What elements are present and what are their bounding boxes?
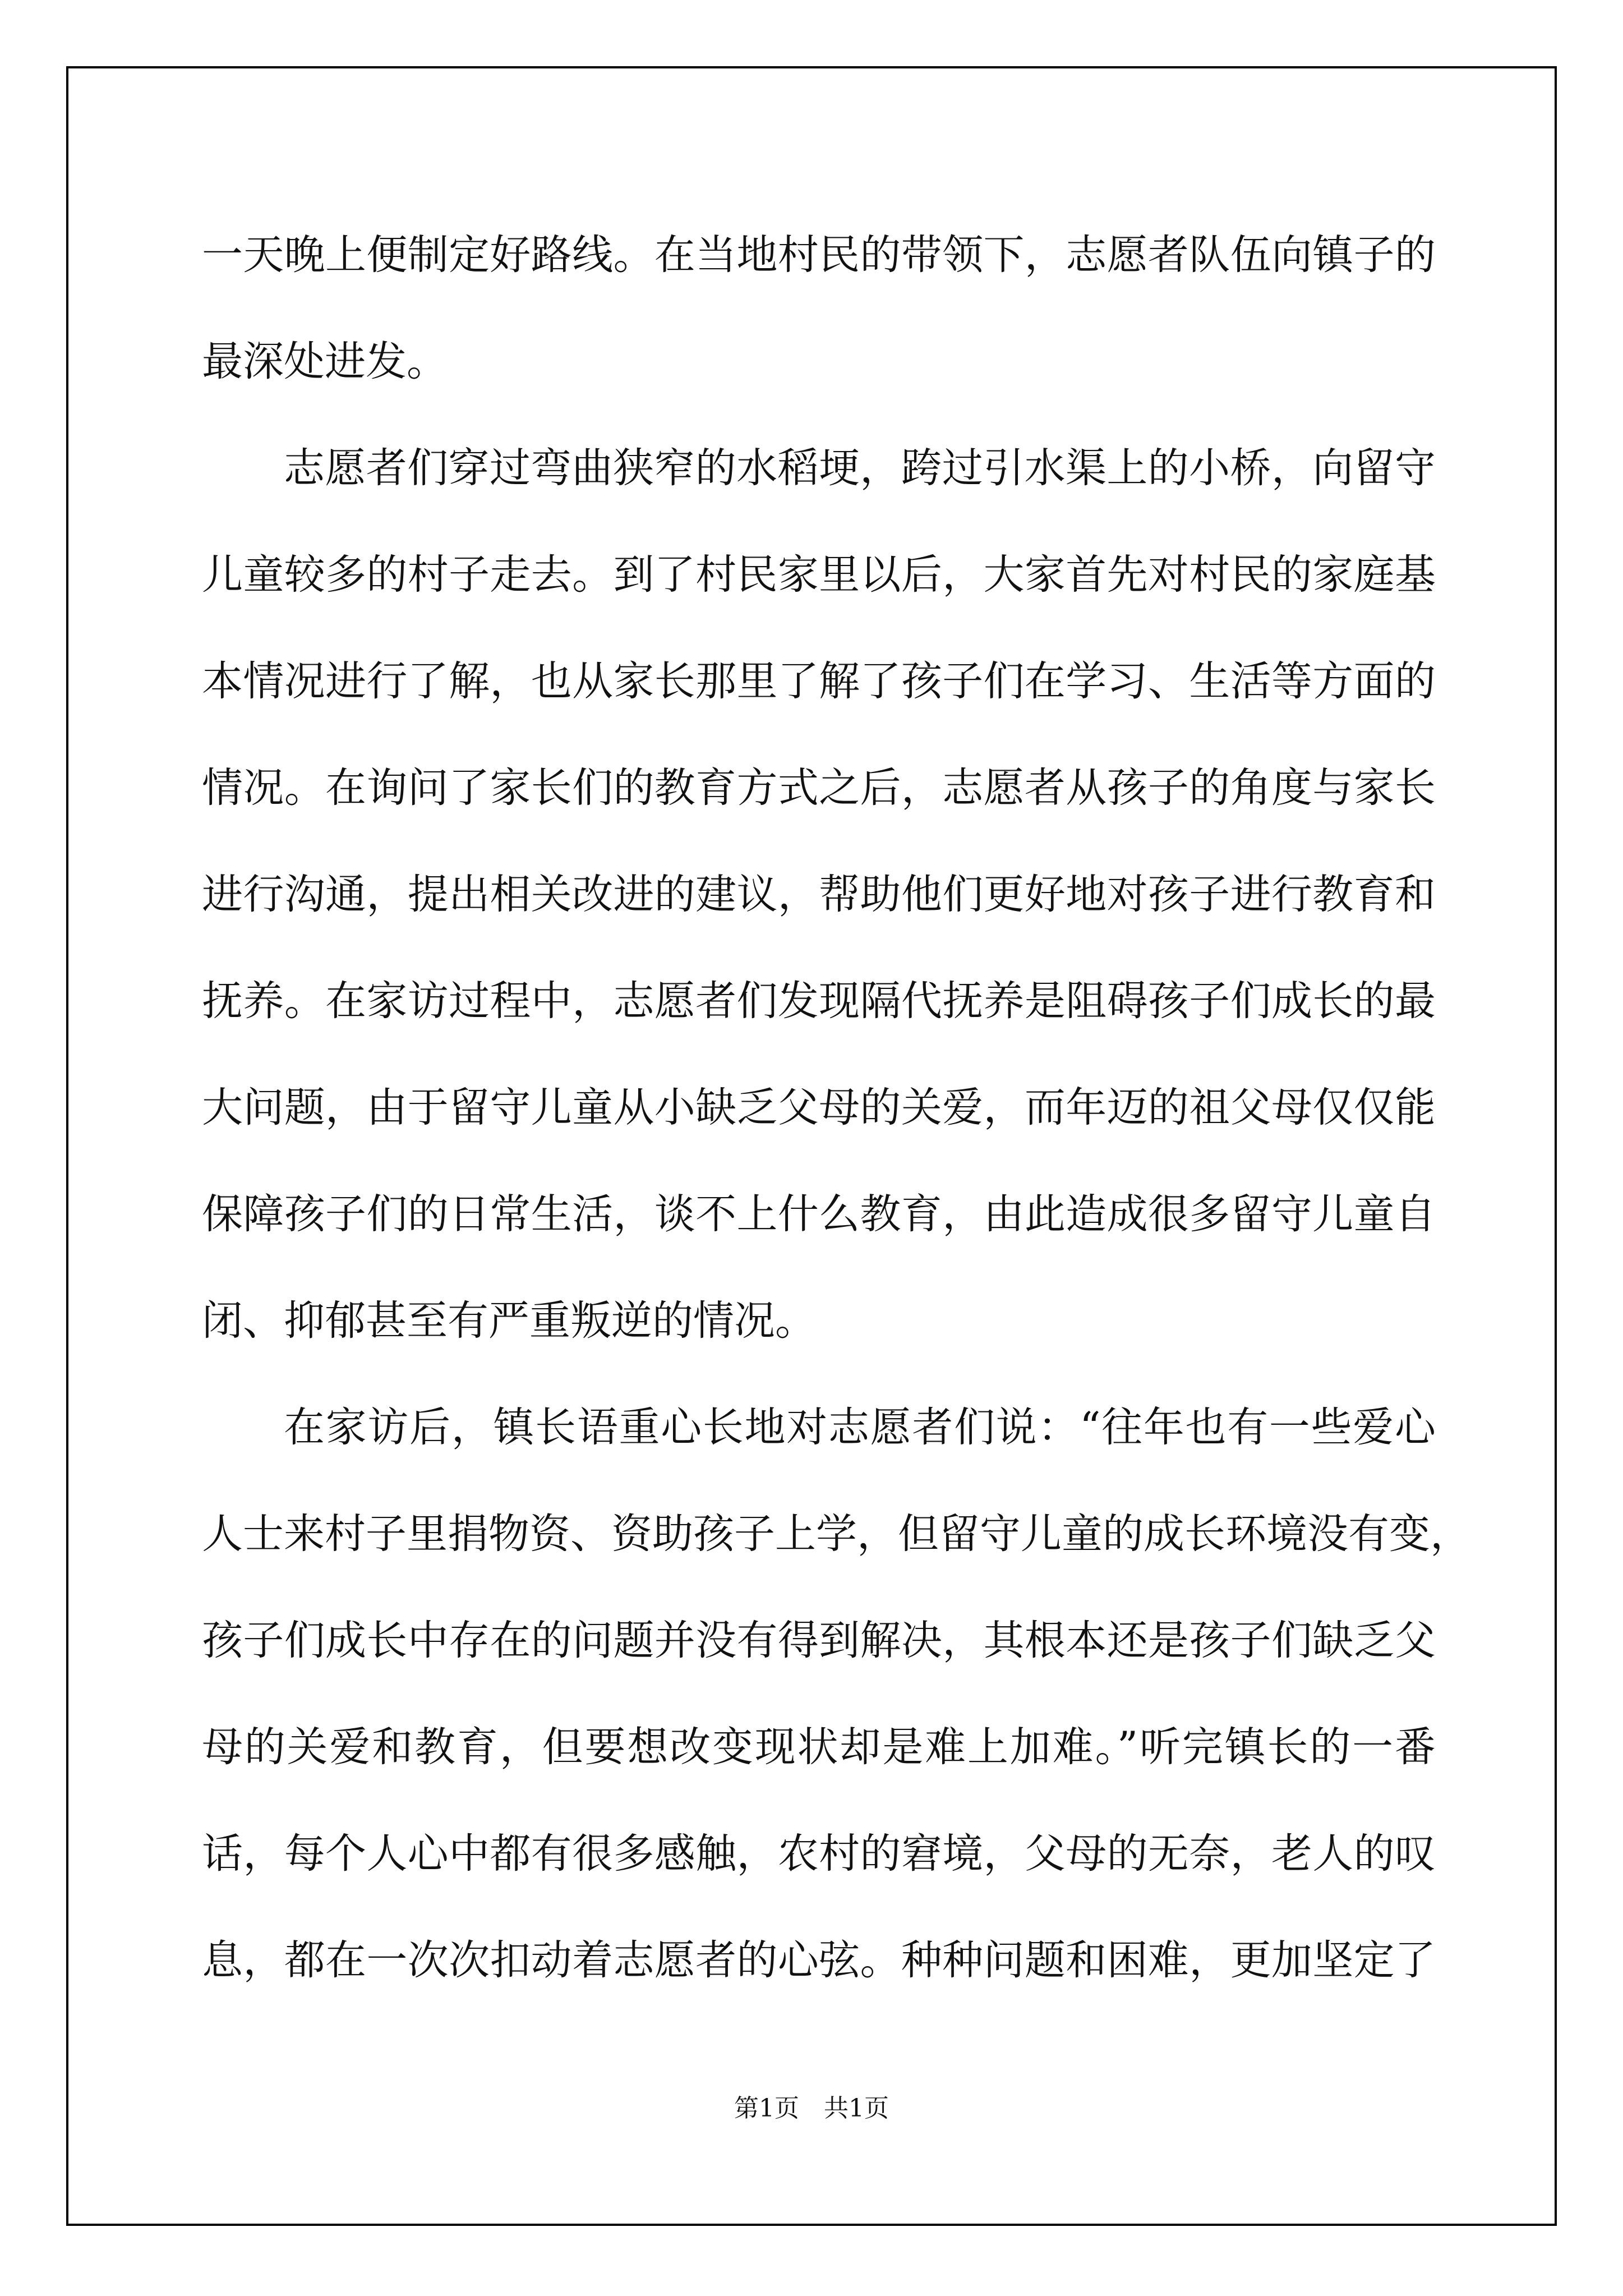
text-line: 志愿者们穿过弯曲狭窄的水稻埂，跨过引水渠上的小桥，向留守 bbox=[284, 444, 1436, 492]
page-number-footer: 第1页 共1页 bbox=[734, 2094, 889, 2123]
text-line: 在家访后，镇长语重心长地对志愿者们说：“往年也有一些爱心 bbox=[284, 1404, 1436, 1451]
text-line: 保障孩子们的日常生活，谈不上什么教育，由此造成很多留守儿童自 bbox=[202, 1190, 1436, 1238]
text-line: 一天晚上便制定好路线。在当地村民的带领下，志愿者队伍向镇子的 bbox=[202, 231, 1436, 279]
text-line: 人士来村子里捐物资、资助孩子上学，但留守儿童的成长环境没有变， bbox=[202, 1510, 1471, 1558]
text-line: 息，都在一次次扣动着志愿者的心弦。种种问题和困难，更加坚定了 bbox=[202, 1936, 1436, 1984]
document-body bbox=[202, 202, 1471, 2014]
text-line: 母的关爱和教育，但要想改变现状却是难上加难。”听完镇长的一番 bbox=[202, 1723, 1436, 1771]
text-line: 本情况进行了解，也从家长那里了解了孩子们在学习、生活等方面的 bbox=[202, 657, 1436, 705]
text-line: 最深处进发。 bbox=[202, 338, 448, 385]
text-line: 儿童较多的村子走去。到了村民家里以后，大家首先对村民的家庭基 bbox=[202, 551, 1436, 599]
paragraph-3 bbox=[202, 1374, 1471, 2014]
text-line: 话，每个人心中都有很多感触，农村的窘境，父母的无奈，老人的叹 bbox=[202, 1830, 1436, 1878]
paragraph-1 bbox=[202, 202, 1436, 415]
text-line: 情况。在询问了家长们的教育方式之后，志愿者从孩子的角度与家长 bbox=[202, 764, 1436, 812]
text-line: 孩子们成长中存在的问题并没有得到解决，其根本还是孩子们缺乏父 bbox=[202, 1617, 1436, 1664]
text-line: 进行沟通，提出相关改进的建议，帮助他们更好地对孩子进行教育和 bbox=[202, 871, 1436, 918]
paragraph-2 bbox=[202, 415, 1436, 1374]
text-line: 大问题，由于留守儿童从小缺乏父母的关爱，而年迈的祖父母仅仅能 bbox=[202, 1084, 1436, 1131]
text-line: 抚养。在家访过程中，志愿者们发现隔代抚养是阻碍孩子们成长的最 bbox=[202, 977, 1436, 1025]
text-line: 闭、抑郁甚至有严重叛逆的情况。 bbox=[202, 1297, 816, 1345]
